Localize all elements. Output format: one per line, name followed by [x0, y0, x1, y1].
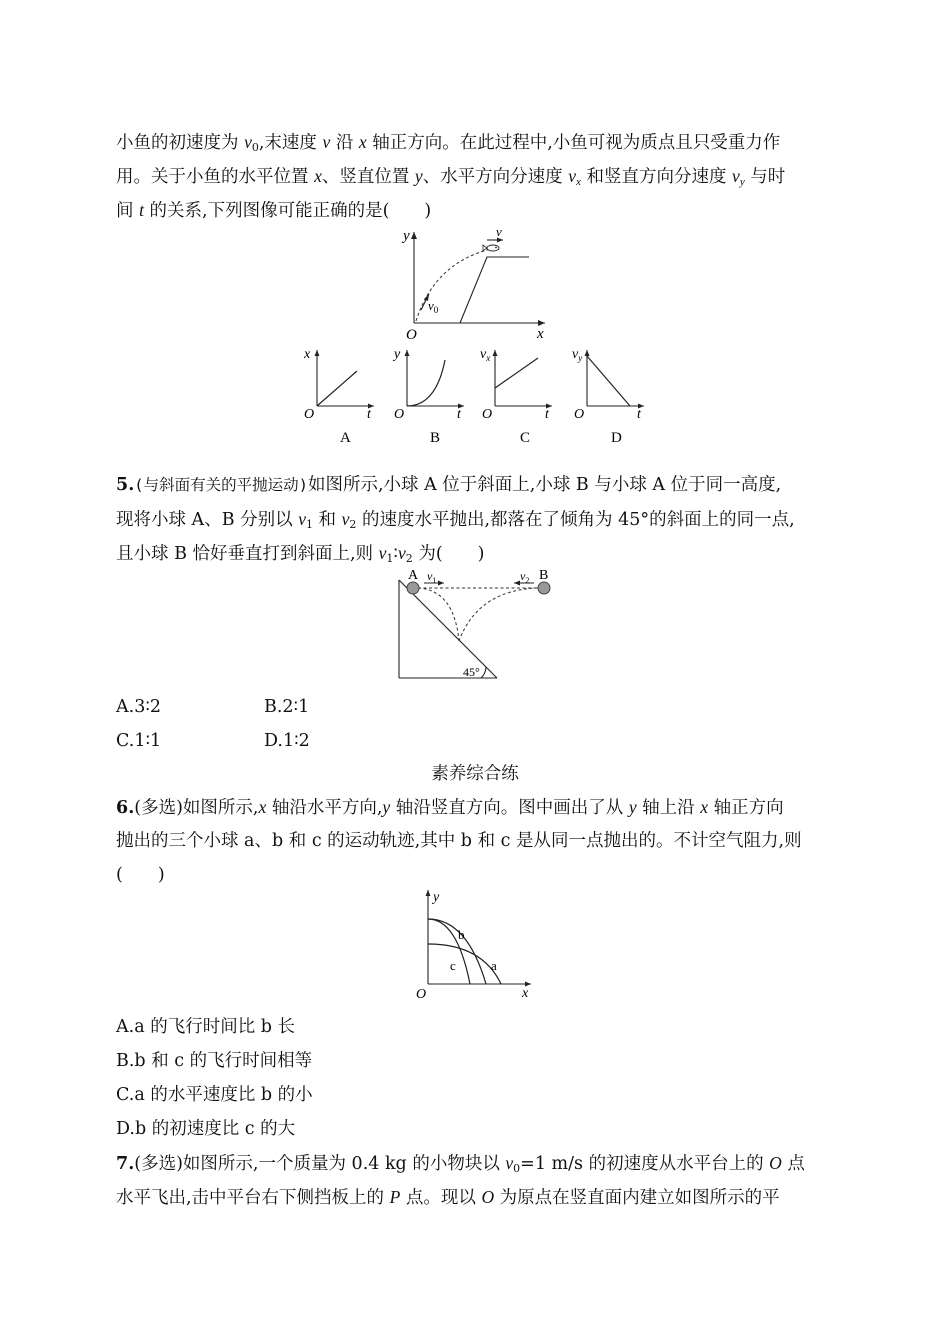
graph-a-y-label: x [304, 347, 311, 362]
q5-line-1: 5.(与斜面有关的平抛运动)如图所示,小球 A 位于斜面上,小球 B 与小球 A 位于同一高度, [116, 475, 782, 495]
graph-c-option-label: C [520, 430, 531, 446]
ball-b [538, 582, 550, 594]
q6-line-1: 6.(多选)如图所示,x 轴沿水平方向,y 轴沿竖直方向。图中画出了从 y 轴上沿 x 轴正方向 [116, 797, 784, 818]
q5-option-a: A.3∶2 [116, 697, 162, 717]
q6-y-label: y [433, 890, 440, 905]
q5-trajectory-a [418, 588, 459, 641]
graph-c-y-label: $v_x$ [480, 347, 491, 363]
trajectory-b [428, 919, 486, 984]
graph-b-y-label: y [394, 347, 401, 362]
q4-line-1: 小鱼的初速度为 $v_0$,末速度 v 沿 x 轴正方向。在此过程中,小鱼可视为质点且只受重力作 [116, 132, 781, 154]
q5-figure [396, 566, 566, 684]
q4-platform [460, 257, 529, 323]
graph-d-y-label: $v_y$ [572, 347, 583, 363]
q4-line-3: 间 t 的关系,下列图像可能正确的是( ) [116, 200, 432, 221]
q5-label-a: A [408, 568, 419, 583]
q5-option-b: B.2∶1 [264, 697, 310, 717]
q7-line-2: 水平飞出,击中平台右下侧挡板上的 P 点。现以 O 为原点在竖直面内建立如图所示的平 [116, 1187, 780, 1208]
graph-b-option-label: B [430, 430, 441, 446]
q4-origin-label: O [406, 327, 417, 343]
fish-icon [487, 245, 499, 251]
graph-d-line [587, 356, 630, 406]
q5-line-2: 现将小球 A、B 分别以 $v_1$ 和 $v_2$ 的速度水平抛出,都落在了倾角为 45°的斜面上的同一点, [116, 509, 795, 531]
q5-incline [399, 580, 497, 678]
q4-y-label: y [403, 228, 410, 244]
q4-line-2: 用。关于小鱼的水平位置 x、竖直位置 y、水平方向分速度 $v_x$ 和竖直方向分速度 $v_y$ 与时 [116, 166, 786, 188]
q6-option-d: D.b 的初速度比 c 的大 [116, 1119, 296, 1139]
q5-label-b: B [539, 568, 549, 583]
label-c: c [450, 958, 456, 973]
q5-angle-label: 45° [463, 665, 480, 679]
q5-option-d: D.1∶2 [264, 731, 310, 751]
graph-a-line [317, 371, 357, 406]
graph-a-option-label: A [340, 430, 351, 446]
graph-d-t-label: t [637, 407, 641, 422]
graph-c-t-label: t [545, 407, 549, 422]
ball-a [407, 582, 419, 594]
q5-trajectory-b [459, 588, 538, 641]
q4-graph-b [390, 342, 470, 447]
q4-v0-label: $v_0$ [428, 298, 439, 315]
q4-graph-d [570, 342, 650, 447]
q7-line-1: 7.(多选)如图所示,一个质量为 0.4 kg 的小物块以 $v_0=1$ m/s 的初速度从水平台上的 O 点 [116, 1153, 805, 1175]
q5-option-c: C.1∶1 [116, 731, 162, 751]
graph-b-curve [407, 360, 445, 406]
q6-figure [412, 884, 537, 1002]
graph-d-origin: O [574, 407, 585, 422]
graph-b-origin: O [394, 407, 405, 422]
q6-x-label: x [522, 986, 529, 1001]
graph-d-option-label: D [611, 430, 622, 446]
q5-v2-label: $v_2$ [520, 569, 530, 585]
q4-v-label: v [496, 224, 502, 239]
q6-option-c: C.a 的水平速度比 b 的小 [116, 1085, 313, 1105]
q5-v1-label: $v_1$ [427, 569, 437, 585]
q4-graph-c [478, 342, 558, 447]
q6-option-b: B.b 和 c 的飞行时间相等 [116, 1051, 313, 1071]
graph-c-origin: O [482, 407, 493, 422]
q6-line-2: 抛出的三个小球 a、b 和 c 的运动轨迹,其中 b 和 c 是从同一点抛出的。不计空气阻力,则 [116, 831, 802, 851]
q6-option-a: A.a 的飞行时间比 b 长 [116, 1017, 296, 1037]
q4-graph-a [300, 342, 380, 447]
section-title: 素养综合练 [431, 764, 519, 784]
graph-b-t-label: t [457, 407, 461, 422]
q5-angle-arc [481, 667, 486, 678]
graph-c-line [495, 358, 538, 388]
graph-a-t-label: t [367, 407, 371, 422]
q4-x-label: x [537, 326, 544, 342]
q4-main-figure [395, 226, 555, 344]
q6-line-3: ( ) [116, 865, 165, 885]
q6-origin-label: O [416, 987, 427, 1002]
q5-line-3: 且小球 B 恰好垂直打到斜面上,则 $v_1∶v_2$ 为( ) [116, 543, 485, 565]
label-b: b [458, 927, 465, 942]
label-a: a [491, 958, 497, 973]
graph-a-origin: O [304, 407, 315, 422]
